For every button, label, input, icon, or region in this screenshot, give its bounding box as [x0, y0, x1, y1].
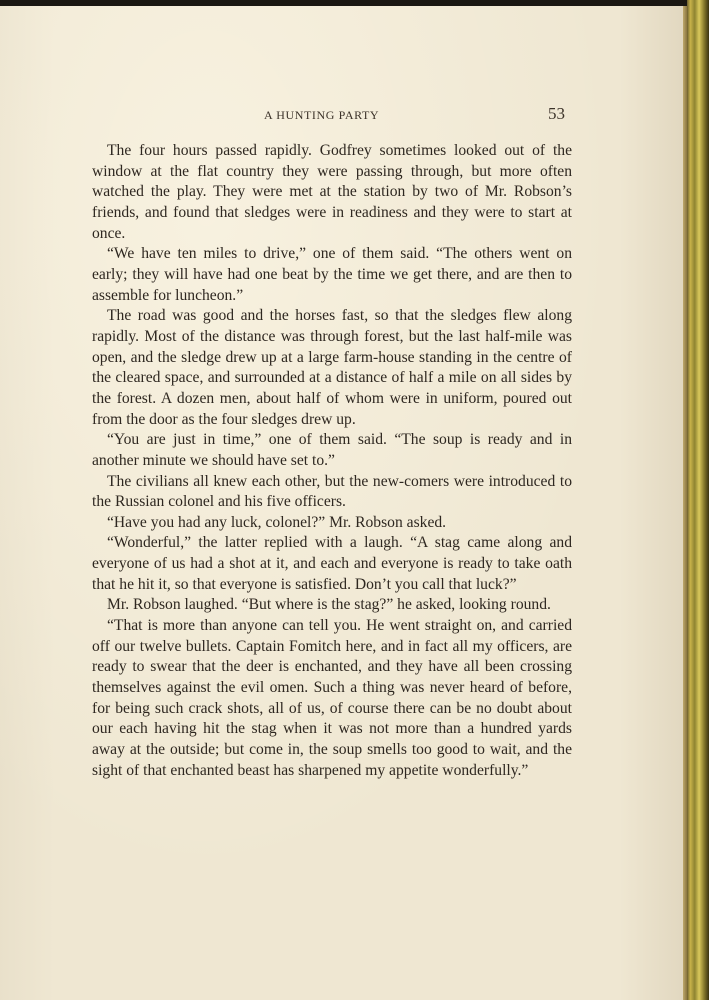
paragraph: Mr. Robson laughed. “But where is the stag?” he asked, looking round. — [107, 596, 551, 614]
paragraph: “That is more than anyone can tell you. He went straight on, and carried off our twelve bullets. Captain Fomitch here, and in fact all my officers, are ready to swear that the deer is enchanted, and they have all been crossing themselves against the evil omen. Such a thing was never heard of before, for being such crack shots, all of us, of course there can be no doubt about our each having hit the stag when it was not more than a hundred yards away at the outside; but come in, the soup smells too good to wait, and the sight of that enchanted beast has sharpened my appetite wonderfully.” — [92, 617, 572, 779]
page-header — [0, 104, 688, 128]
page-number: 53 — [548, 104, 565, 123]
paragraph: “We have ten miles to drive,” one of them said. “The others went on early; they will have had one beat by the time we get there, and are then to assemble for luncheon.” — [92, 245, 572, 304]
paragraph: “You are just in time,” one of them said. “The soup is ready and in another minute we should have set to.” — [92, 431, 572, 469]
paragraph: The four hours passed rapidly. Godfrey sometimes looked out of the window at the flat country they were passing through, but more often watched the play. They were met at the station by two of Mr. Robson’s friends, and found that sledges were in readiness and they were to start at once. — [92, 142, 572, 242]
book-spine — [687, 0, 709, 1000]
body-text — [92, 141, 572, 781]
running-head: A HUNTING PARTY — [264, 108, 380, 122]
paragraph: “Have you had any luck, colonel?” Mr. Robson asked. — [107, 513, 447, 531]
paragraph: “Wonderful,” the latter replied with a laugh. “A stag came along and everyone of us had a shot at it, and each and everyone is ready to take oath that he hit it, so that everyone is satisfied. Don’t you call that luck?” — [92, 534, 572, 593]
book-page — [0, 6, 688, 1000]
paragraph: The civilians all knew each other, but the new-comers were introduced to the Russian colonel and his five officers. — [92, 472, 572, 511]
paragraph: The road was good and the horses fast, so that the sledges flew along rapidly. Most of the distance was through forest, but the last half-mile was open, and the sledge drew up at a large farm-house standing in the centre of the cleared space, and surrounded at a distance of half a mile on all sides by the forest. A dozen men, about half of whom were in uniform, poured out from the door as the four sledges drew up. — [92, 307, 572, 428]
